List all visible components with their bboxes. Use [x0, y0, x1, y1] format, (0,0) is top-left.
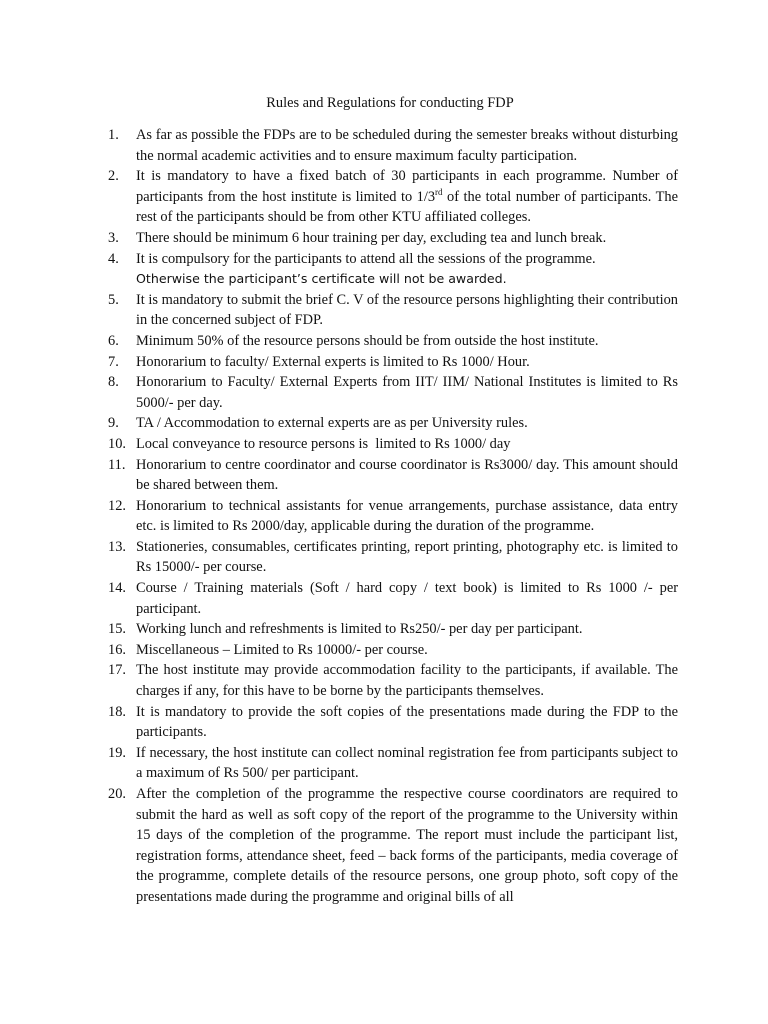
rule-text: Honorarium to centre coordinator and course coordinator is Rs3000/ day. This amount should be shared between them.	[136, 456, 678, 494]
rule-number: 15.	[108, 621, 126, 638]
rule-item-19	[0, 743, 768, 784]
rule-number: 13.	[108, 538, 126, 555]
rule-text: It is mandatory to provide the soft copies of the presentations made during the FDP to the participants.	[136, 703, 678, 741]
rule-text: Honorarium to technical assistants for venue arrangements, purchase assistance, data entry etc. is limited to Rs 2000/day, applicable during the duration of the programme.	[136, 497, 678, 535]
rule-text: Local conveyance to resource persons is limited to Rs 1000/ day	[136, 435, 511, 452]
rule-item-2	[0, 166, 768, 228]
rule-text-part: It is compulsory for the participants to attend all the sessions of the programme.	[136, 250, 596, 267]
rule-text-part: of the total number of participants. The rest of the participants should be from other KTU affiliated colleges.	[136, 188, 678, 226]
rule-number: 11.	[108, 456, 126, 473]
rule-item-6	[0, 331, 768, 352]
rule-text: After the completion of the programme the respective course coordinators are required to submit the hard as well as soft copy of the report of the programme to the University within 15 days of the completion of the programme. The report must include the participant list, registration forms, attendance sheet, feed – back forms of the participants, media coverage of the programme, complete details of the resource persons, one group photo, soft copy of the presentations made during the programme and original bills of all	[136, 786, 678, 905]
rule-text: Working lunch and refreshments is limited to Rs250/- per day per participant.	[136, 621, 583, 638]
rule-text-part: It is mandatory to have a fixed batch of 30 participants in each programme. Number of participants from the host institute is limited to 1/3	[136, 168, 678, 205]
rule-item-10	[0, 434, 768, 455]
rule-item-13	[0, 537, 768, 578]
rule-item-18	[0, 702, 768, 743]
rule-number: 1.	[108, 127, 119, 143]
rule-number: 7.	[108, 353, 119, 370]
rule-text: Course / Training materials (Soft / hard copy / text book) is limited to Rs 1000 /- per participant.	[136, 580, 678, 617]
rule-text: It is mandatory to submit the brief C. V of the resource persons highlighting their contribution in the concerned subject of FDP.	[136, 291, 678, 329]
rule-number: 19.	[108, 744, 126, 761]
rule-item-20	[0, 784, 768, 908]
rule-item-7	[0, 352, 768, 373]
rule-text: TA / Accommodation to external experts are as per University rules.	[136, 415, 528, 432]
rule-number: 9.	[108, 415, 119, 432]
rule-number: 8.	[108, 374, 119, 391]
rule-number: 2.	[108, 168, 119, 185]
rule-item-8	[0, 372, 768, 413]
rule-number: 12.	[108, 497, 126, 514]
rule-number: 17.	[108, 662, 126, 679]
rule-number: 5.	[108, 291, 119, 308]
rule-item-14	[0, 578, 768, 619]
rule-number: 16.	[108, 641, 126, 658]
rules-list	[0, 125, 768, 908]
rule-text-part: Otherwise the participant’s certificate will not be awarded.	[136, 271, 507, 287]
rule-item-5	[0, 290, 768, 331]
rule-number: 10.	[108, 435, 126, 452]
rule-number: 20.	[108, 786, 126, 802]
rule-item-1	[0, 125, 768, 166]
rule-text: The host institute may provide accommodation facility to the participants, if available. The charges if any, for this have to be borne by the participants themselves.	[136, 662, 678, 700]
rule-item-16	[0, 640, 768, 661]
rule-text: Honorarium to faculty/ External experts is limited to Rs 1000/ Hour.	[136, 353, 530, 370]
rule-item-4	[0, 249, 768, 290]
rule-text: Honorarium to Faculty/ External Experts from IIT/ IIM/ National Institutes is limited to Rs 5000/- per day.	[136, 374, 678, 411]
rule-item-15	[0, 619, 768, 640]
rule-item-3	[0, 228, 768, 249]
rule-item-11	[0, 455, 768, 496]
rule-text: Stationeries, consumables, certificates printing, report printing, photography etc. is limited to Rs 15000/- per course.	[136, 538, 678, 576]
rule-text: As far as possible the FDPs are to be scheduled during the semester breaks without disturbing the normal academic activities and to ensure maximum faculty participation.	[136, 127, 678, 164]
rule-text: There should be minimum 6 hour training per day, excluding tea and lunch break.	[136, 229, 607, 246]
rule-number: 14.	[108, 580, 126, 597]
document-title: Rules and Regulations for conducting FDP	[266, 95, 514, 111]
rule-number: 3.	[108, 229, 119, 246]
rule-number: 18.	[108, 703, 126, 720]
rule-text	[136, 166, 678, 228]
rule-text: Miscellaneous – Limited to Rs 10000/- per course.	[136, 641, 428, 658]
rule-item-9	[0, 413, 768, 434]
rule-text: Minimum 50% of the resource persons should be from outside the host institute.	[136, 332, 599, 349]
rule-item-17	[0, 660, 768, 701]
rule-text: If necessary, the host institute can collect nominal registration fee from participants subject to a maximum of Rs 500/ per participant.	[136, 744, 678, 782]
ordinal-superscript: rd	[435, 186, 443, 197]
rule-item-12	[0, 496, 768, 537]
rule-number: 6.	[108, 332, 119, 349]
rule-text	[136, 249, 678, 290]
rule-number: 4.	[108, 250, 119, 267]
